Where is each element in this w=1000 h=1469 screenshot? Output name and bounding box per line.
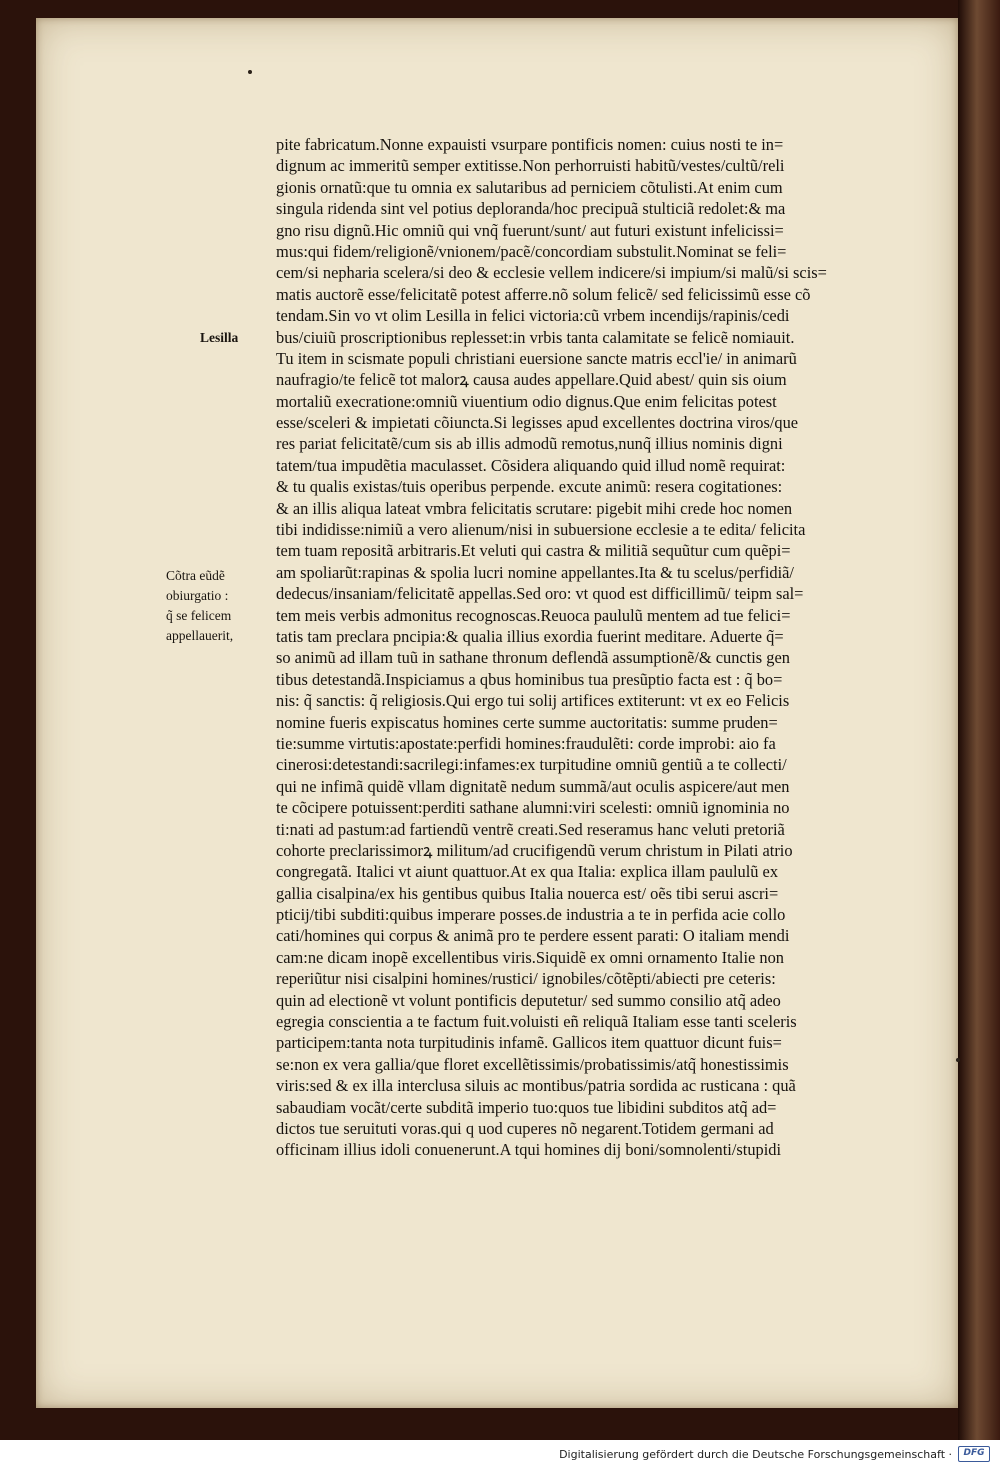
text-line: nis: q̃ sanctis: q̃ religiosis.Qui ergo tui solij artifices extiterunt: vt ex eo Felicis [276, 691, 790, 711]
footer-bar [0, 1440, 1000, 1469]
text-line: mortaliũ execratione:omniũ viuentium odio dignus.Que enim felicitas potest [276, 391, 777, 411]
text-line: quin ad electionẽ vt volunt pontificis deputetur/ sed summo consilio atq̃ adeo [276, 990, 781, 1010]
body-text-block [276, 134, 936, 1161]
text-line: cohorte preclarissimorꝝ militum/ad crucifigendũ verum christum in Pilati atrio [276, 840, 793, 860]
text-line: res pariat felicitatẽ/cum sis ab illis admodũ remotus,nunq̃ illius nominis digni [276, 434, 783, 454]
text-line: viris:sed & ex illa interclusa siluis ac montibus/patria sordida ac rusticana : quã [276, 1076, 796, 1096]
margin-note-lesilla: Lesilla [200, 330, 239, 345]
text-line: gionis ornatũ:que tu omnia ex salutaribus ad perniciem cõtulisti.At enim cum [276, 177, 783, 197]
text-line: esse/sceleri & impietati cõiuncta.Si legisses apud excellentes doctrina viros/que [276, 413, 799, 433]
text-line: dedecus/insaniam/felicitatẽ appellas.Sed oro: vt quod est difficillimũ/ teipm sal= [276, 584, 804, 604]
footer-credit: Digitalisierung gefördert durch die Deutsche Forschungsgemeinschaft · [559, 1448, 952, 1461]
text-line: reperiũtur nisi cisalpini homines/rustici/ ignobiles/cõtẽpti/abiecti pre ceteris: [276, 969, 776, 989]
text-line: gno risu dignũ.Hic omniũ qui vnq̃ fuerunt/sunt/ aut futuri existunt infelicissi= [276, 220, 784, 240]
text-line: te cõcipere potuissent:perditi sathane alumni:viri scelesti: omniũ ignominia no [276, 798, 790, 818]
text-line: & an illis aliqua lateat vmbra felicitatis scrutare: pigebit mihi crede hoc nomen [276, 498, 793, 518]
margin-note-line: q̃ se felicem [166, 608, 232, 623]
text-line: tem tuam repositã arbitraris.Et veluti qui castra & militiã sequũtur cum quẽpi= [276, 541, 791, 561]
text-line: matis auctorẽ esse/felicitatẽ potest afferre.nõ solum felicẽ/ sed felicissimũ esse cõ [276, 284, 811, 304]
text-line: dictos tue seruituti voras.qui q uod cuperes nõ negarent.Totidem germani ad [276, 1118, 774, 1138]
margin-note-line: Cõtra eũdẽ [166, 568, 225, 583]
text-line: Tu item in scismate populi christiani euersione sancte matris eccl'ie/ in animarũ [276, 348, 797, 368]
ink-speck [956, 1058, 960, 1062]
text-line: tibi indidisse:nimiũ a vero alienum/nisi in subuersione ecclesie a te edita/ felicita [276, 520, 806, 540]
text-line: tibus detestandã.Inspiciamus a qbus hominibus tua presũptio facta est : q̃ bo= [276, 669, 783, 689]
text-line: tendam.Sin vo vt olim Lesilla in felici victoria:cũ vrbem incendijs/rapinis/cedi [276, 306, 790, 326]
text-line: naufragio/te felicẽ tot malorꝝ causa audes appellare.Quid abest/ quin sis oium [276, 370, 787, 390]
text-line: & tu qualis existas/tuis operibus perpende. excute animũ: resera cogitationes: [276, 477, 783, 497]
text-line: bus/ciuiũ proscriptionibus replesset:in vrbis tanta calamitate se felicẽ nomiauit. [276, 327, 795, 347]
text-line: pticij/tibi subditi:quibus imperare posses.de industria a te in perfida acie collo [276, 905, 786, 925]
text-line: tem meis verbis admonitus recognoscas.Reuoca paululũ mentem ad tue felici= [276, 605, 791, 625]
text-line: tatem/tua impudẽtia maculasset. Cõsidera aliquando quid illud nomẽ requirat: [276, 455, 786, 475]
text-line: tie:summe virtutis:apostate:perfidi homines:fraudulẽti: corde improbi: aio fa [276, 733, 776, 753]
text-line: singula ridenda sint vel potius deploranda/hoc precipuã stulticiã redolet:& ma [276, 199, 786, 219]
text-line: egregia conscientia a te factum fuit.voluisti eñ reliquã Italiam esse tanti sceleris [276, 1012, 797, 1032]
book-edge [958, 0, 1000, 1440]
text-line: tatis tam preclara pncipia:& qualia illius exordia fuerint meditare. Aduerte q̃= [276, 626, 784, 646]
text-line: gallia cisalpina/ex his gentibus quibus Italia nouerca est/ oẽs tibi serui ascri= [276, 883, 779, 903]
text-line: sabaudiam vocãt/certe subditã imperio tuo:quos tue libidini subditos atq̃ ad= [276, 1097, 777, 1117]
margin-note-contra [166, 566, 264, 646]
text-line: cinerosi:detestandi:sacrilegi:infames:ex turpitudine omniũ gentiũ a te collecti/ [276, 755, 787, 775]
text-line: cam:ne dicam inopẽ excellentibus viris.Siquidẽ ex omni ornamento Italie non [276, 947, 784, 967]
text-line: ti:nati ad pastum:ad fartiendũ ventrẽ creati.Sed reseramus hanc veluti pretoriã [276, 819, 785, 839]
margin-note-line: obiurgatio : [166, 588, 229, 603]
text-line: se:non ex vera gallia/que floret excellẽtissimis/probatissimis/atq̃ honestissimis [276, 1054, 789, 1074]
ink-speck [248, 70, 252, 74]
text-line: cati/homines qui corpus & animã pro te perdere essent parati: O italiam mendi [276, 926, 790, 946]
text-line: pite fabricatum.Nonne expauisti vsurpare pontificis nomen: cuius nosti te in= [276, 135, 784, 154]
text-line: officinam illius idoli conuenerunt.A tqui homines dij boni/somnolenti/stupidi [276, 1140, 782, 1160]
text-line: dignum ac immeritũ semper extitisse.Non perhorruisti habitũ/vestes/cultũ/reli [276, 156, 785, 176]
dfg-logo: DFG [958, 1446, 990, 1462]
text-line: nomine fueris expiscatus homines certe summe auctoritatis: summe pruden= [276, 712, 778, 732]
text-line: participem:tanta nota turpitudinis infamẽ. Gallicos item quattuor dicunt fuis= [276, 1033, 782, 1053]
text-line: cem/si nepharia scelera/si deo & ecclesie vellem indicere/si impium/si malũ/si scis= [276, 263, 827, 283]
text-line: congregatã. Italici vt aiunt quattuor.At ex qua Italia: explica illam paululũ ex [276, 862, 779, 882]
margin-note-line: appellauerit, [166, 628, 234, 643]
text-line: mus:qui fidem/religionẽ/vnionem/pacẽ/concordiam substulit.Nominat se feli= [276, 241, 787, 261]
text-line: qui ne infimã quidẽ vllam dignitatẽ nedum summã/aut oculis aspicere/aut men [276, 776, 790, 796]
text-line: so animũ ad illam tuũ in sathane thronum deflendã assumptionẽ/& cunctis gen [276, 648, 790, 668]
text-line: am spoliarũt:rapinas & spolia lucri nomine appellantes.Ita & tu scelus/perfidiã/ [276, 562, 794, 582]
